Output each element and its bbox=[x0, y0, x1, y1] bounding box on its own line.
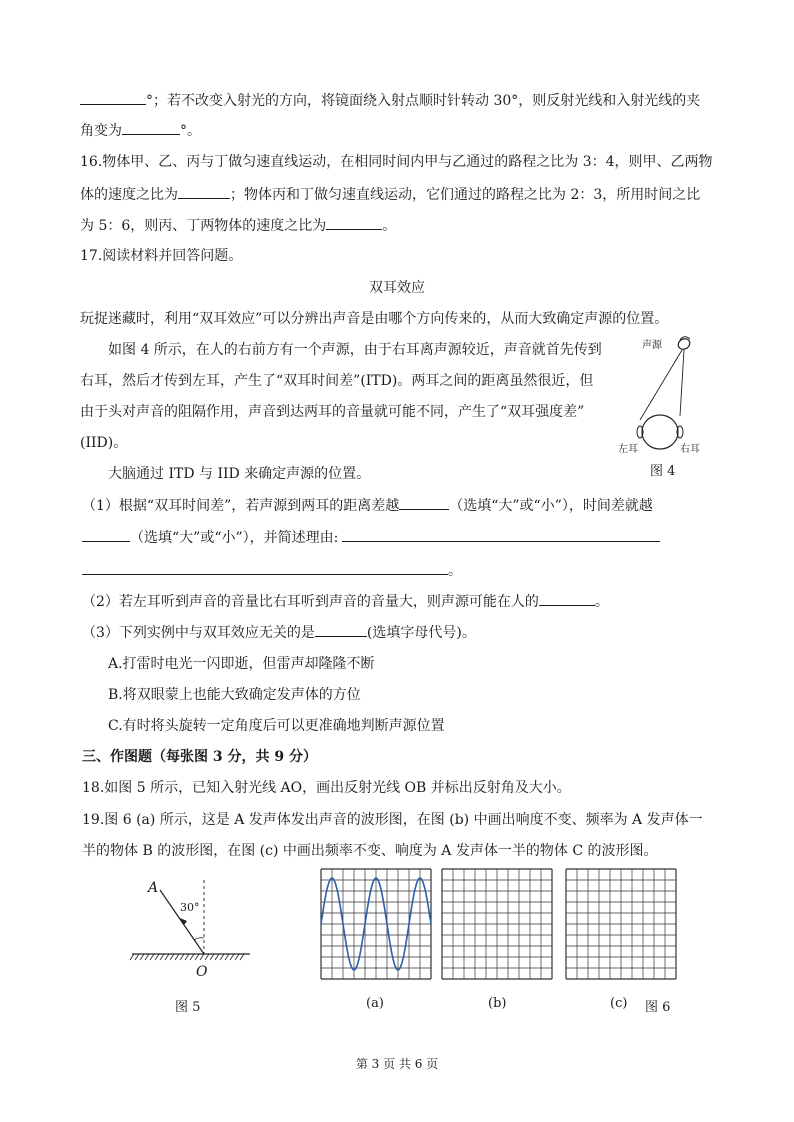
fig6-caption-b: (b) bbox=[488, 996, 507, 1011]
article-para2-line3: 由于头对声音的阻隔作用，声音到达两耳的音量就可能不同，产生了“双耳强度差” bbox=[80, 404, 585, 420]
fig4-left-ear-label: 左耳 bbox=[618, 444, 638, 455]
sound-source-icon bbox=[676, 337, 691, 352]
fig4-caption: 图 4 bbox=[650, 464, 676, 479]
page-footer: 第 3 页 共 6 页 bbox=[355, 1057, 439, 1071]
figure-4-binaural bbox=[610, 330, 720, 458]
answer-blank[interactable] bbox=[315, 622, 367, 637]
q16-line2: 体的速度之比为 ；物体丙和丁做匀速直线运动，它们通过的路程之比为 2：3，所用时间之比 bbox=[80, 184, 700, 205]
article-title: 双耳效应 bbox=[369, 280, 425, 296]
answer-blank[interactable] bbox=[539, 591, 595, 606]
q16-line1: 16.物体甲、乙、丙与丁做匀速直线运动，在相同时间内甲与乙通过的路程之比为 3：4，则甲、乙两物 bbox=[80, 154, 713, 170]
path-to-left-ear bbox=[640, 350, 682, 420]
option-b: B.将双眼蒙上也能大致确定发声体的方位 bbox=[108, 687, 361, 703]
fig5-label-a: A bbox=[148, 880, 159, 896]
option-a: A.打雷时电光一闪即逝，但雷声却隆隆不断 bbox=[108, 656, 375, 672]
article-para1: 玩捉迷藏时，利用“双耳效应”可以分辨出声音是由哪个方向传来的，从而大致确定声源的位置。 bbox=[80, 311, 669, 327]
fig6-caption-c: (c) bbox=[610, 996, 628, 1011]
q17-sub1-line3: 。 bbox=[82, 560, 462, 581]
waveform-grid-c[interactable] bbox=[565, 868, 677, 980]
q17-intro: 17.阅读材料并回答问题。 bbox=[80, 248, 243, 264]
q18-text: 18.如图 5 所示，已知入射光线 AO，画出反射光线 OB 并标出反射角及大小。 bbox=[82, 780, 571, 796]
q16-line3: 为 5：6，则丙、丁两物体的速度之比为 。 bbox=[80, 215, 396, 236]
article-para3: 大脑通过 ITD 与 IID 来确定声源的位置。 bbox=[108, 466, 371, 482]
fig4-source-label: 声源 bbox=[642, 340, 662, 351]
answer-blank[interactable] bbox=[80, 90, 146, 105]
reason-blank-cont[interactable] bbox=[82, 560, 448, 575]
answer-blank[interactable] bbox=[326, 215, 382, 230]
q17-sub1-line1: （1）根据“双耳时间差”，若声源到两耳的距离差越 （选填“大”或“小”），时间差就越 bbox=[82, 495, 653, 516]
article-para2-line2: 右耳，然后才传到左耳，产生了“双耳时间差”(ITD)。两耳之间的距离虽然很近，但 bbox=[80, 373, 594, 389]
answer-blank[interactable] bbox=[122, 120, 180, 135]
option-c: C.有时将头旋转一定角度后可以更准确地判断声源位置 bbox=[108, 718, 445, 734]
waveform-grid-b[interactable] bbox=[441, 868, 553, 980]
fig5-caption: 图 5 bbox=[175, 1000, 201, 1015]
waveform-grid-a bbox=[320, 868, 432, 980]
article-para2-line4: (IID)。 bbox=[80, 435, 128, 451]
q17-sub3: （3）下列实例中与双耳效应无关的是 (选填字母代号)。 bbox=[82, 622, 476, 643]
q17-sub1-line2: （选填“大”或“小”），并简述理由: bbox=[82, 527, 660, 548]
q19-line2: 半的物体 B 的波形图，在图 (c) 中画出频率不变、响度为 A 发声体一半的物体 C 的波形图。 bbox=[82, 843, 658, 859]
q15-line1: °；若不改变入射光的方向，将镜面绕入射点顺时针转动 30°，则反射光线和入射光线的夹 bbox=[80, 90, 700, 111]
article-para2-line1: 如图 4 所示，在人的右前方有一个声源，由于右耳离声源较近，声音就首先传到 bbox=[108, 342, 602, 358]
angle-arc bbox=[194, 938, 204, 940]
path-to-right-ear bbox=[680, 350, 684, 416]
fig4-right-ear-label: 右耳 bbox=[680, 444, 700, 455]
mirror-hatching bbox=[130, 954, 244, 960]
fig5-label-o: O bbox=[196, 964, 208, 980]
head-outline bbox=[642, 415, 678, 449]
section-3-heading: 三、作图题（每张图 3 分，共 9 分） bbox=[82, 749, 317, 765]
answer-blank[interactable] bbox=[82, 527, 130, 542]
q15-line2: 角变为 °。 bbox=[80, 120, 201, 141]
q19-line1: 19.图 6 (a) 所示，这是 A 发声体发出声音的波形图，在图 (b) 中画出响度不变、频率为 A 发声体一 bbox=[82, 812, 703, 828]
fig6-caption-a: (a) bbox=[366, 996, 384, 1011]
q17-sub2: （2）若左耳听到声音的音量比右耳听到声音的音量大，则声源可能在人的 。 bbox=[82, 591, 609, 612]
fig6-caption: 图 6 bbox=[645, 1000, 671, 1015]
answer-blank[interactable] bbox=[178, 184, 230, 199]
reason-blank[interactable] bbox=[342, 527, 660, 542]
fig5-angle-label: 30° bbox=[180, 901, 200, 914]
answer-blank[interactable] bbox=[399, 495, 449, 510]
